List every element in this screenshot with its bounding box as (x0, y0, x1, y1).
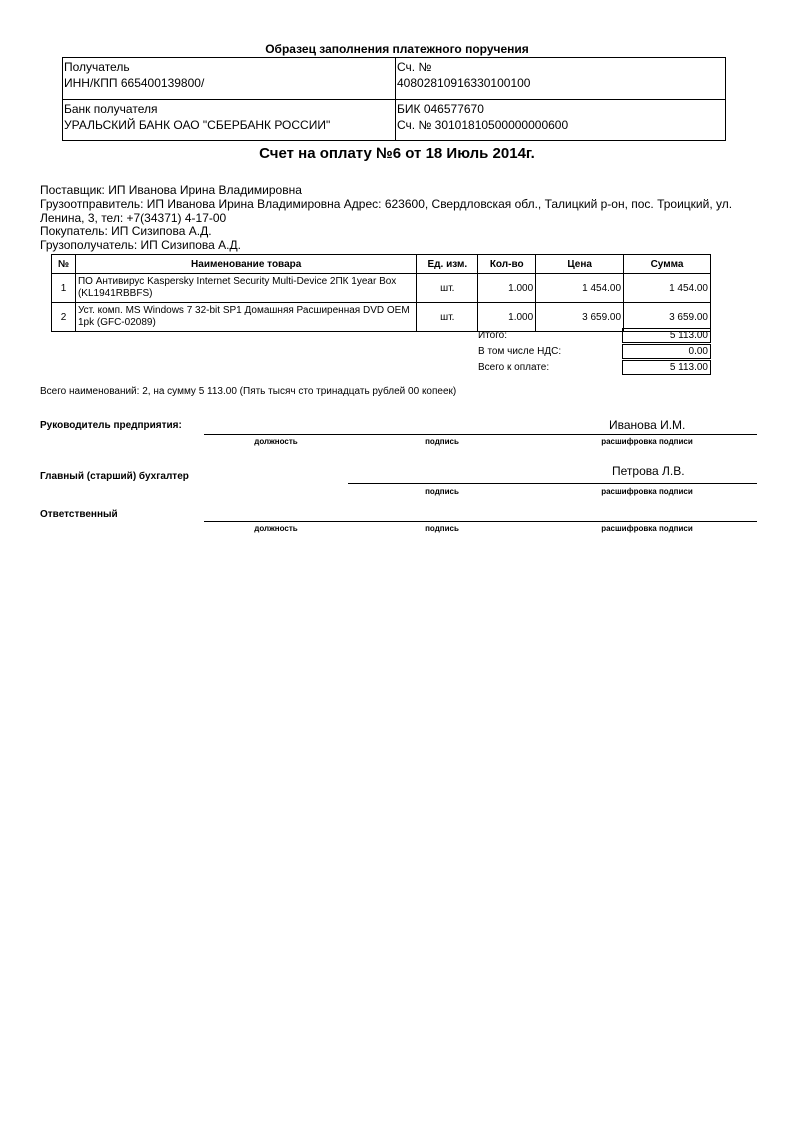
due-label: Всего к оплате: (478, 362, 550, 373)
table-row (52, 303, 711, 332)
col-unit-header: Ед. изм. (417, 255, 478, 274)
accountant-name: Петрова Л.В. (612, 464, 685, 478)
row-name: Уст. комп. MS Windows 7 32-bit SP1 Домашняя Расширенная DVD OEM 1pk (GFC-02089) (75, 303, 416, 332)
recipient-label: Получатель (64, 60, 130, 74)
bank-name: УРАЛЬСКИЙ БАНК ОАО "СБЕРБАНК РОССИИ" (64, 118, 331, 132)
bank-divider-horizontal (63, 99, 725, 100)
row-price: 1 454.00 (536, 274, 624, 303)
shipper-line-1: Грузоотправитель: ИП Иванова Ирина Владимировна Адрес: 623600, Свердловская обл., Талицкий р-он, пос. Троицкий, ул. (40, 197, 733, 211)
responsible-position-caption: должность (254, 524, 298, 533)
vat-label: В том числе НДС: (478, 346, 562, 357)
corr-account: Сч. № 30101810500000000600 (397, 118, 569, 132)
responsible-signature-line (204, 521, 757, 522)
table-header-row (52, 255, 711, 274)
responsible-signature-caption: подпись (425, 524, 459, 533)
row-name: ПО Антивирус Kaspersky Internet Security Multi-Device 2ПК 1year Box (KL1941RBBFS) (75, 274, 416, 303)
col-qty-header: Кол-во (478, 255, 536, 274)
row-unit: шт. (417, 303, 478, 332)
shipper-line-2: Ленина, 3, тел: +7(34371) 4-17-00 (40, 211, 227, 225)
accountant-signature-caption: подпись (425, 487, 459, 496)
responsible-label: Ответственный (40, 509, 118, 520)
col-sum-header: Сумма (624, 255, 711, 274)
accountant-label: Главный (старший) бухгалтер (40, 471, 189, 482)
supplier-line: Поставщик: ИП Иванова Ирина Владимировна (40, 183, 302, 197)
summary-line: Всего наименований: 2, на сумму 5 113.00 (Пять тысяч сто тринадцать рублей 00 копеек) (40, 386, 457, 397)
vat-value: 0.00 (622, 344, 711, 359)
consignee-line: Грузополучатель: ИП Сизипова А.Д. (40, 238, 241, 252)
responsible-decoding-caption: расшифровка подписи (601, 524, 693, 533)
buyer-line: Покупатель: ИП Сизипова А.Д. (40, 224, 212, 238)
total-label: Итого: (478, 330, 507, 341)
invoice-title: Счет на оплату №6 от 18 Июль 2014г. (259, 145, 535, 162)
col-number-header: № (52, 255, 76, 274)
director-label: Руководитель предприятия: (40, 420, 182, 431)
items-table (51, 254, 711, 332)
row-sum: 1 454.00 (624, 274, 711, 303)
col-price-header: Цена (536, 255, 624, 274)
director-decoding-caption: расшифровка подписи (601, 437, 693, 446)
account-label: Сч. № (397, 60, 432, 74)
col-name-header: Наименование товара (75, 255, 416, 274)
sample-title: Образец заполнения платежного поручения (265, 42, 529, 56)
director-position-caption: должность (254, 437, 298, 446)
row-number: 1 (52, 274, 76, 303)
row-sum: 3 659.00 (624, 303, 711, 332)
due-value: 5 113.00 (622, 360, 711, 375)
director-signature-line (204, 434, 757, 435)
bank-details-block (62, 57, 726, 141)
row-number: 2 (52, 303, 76, 332)
director-signature-caption: подпись (425, 437, 459, 446)
inn-kpp: ИНН/КПП 665400139800/ (64, 76, 205, 90)
row-unit: шт. (417, 274, 478, 303)
bik: БИК 046577670 (397, 102, 484, 116)
accountant-signature-line (348, 483, 757, 484)
total-value: 5 113.00 (622, 328, 711, 343)
director-name: Иванова И.М. (609, 418, 686, 432)
row-price: 3 659.00 (536, 303, 624, 332)
bank-label: Банк получателя (64, 102, 158, 116)
accountant-decoding-caption: расшифровка подписи (601, 487, 693, 496)
row-qty: 1.000 (478, 274, 536, 303)
table-row (52, 274, 711, 303)
row-qty: 1.000 (478, 303, 536, 332)
account-number: 40802810916330100100 (397, 76, 531, 90)
